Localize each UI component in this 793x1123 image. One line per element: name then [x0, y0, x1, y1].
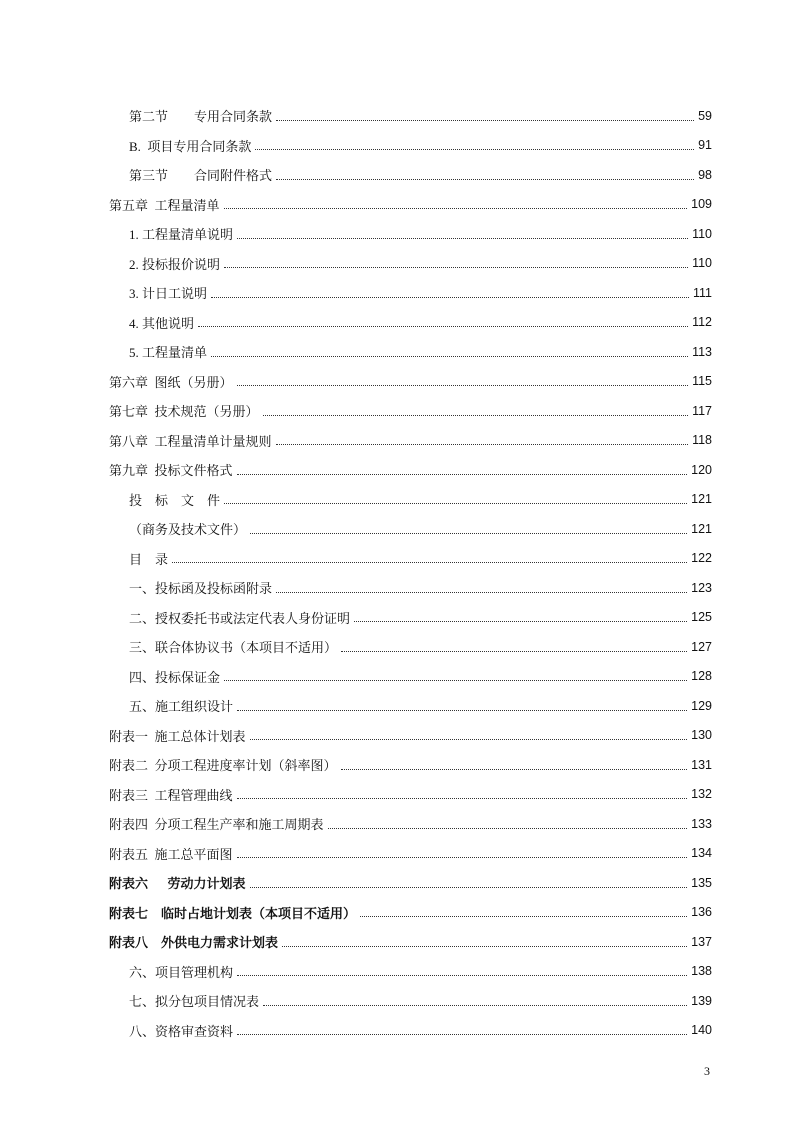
toc-entry-title: 附表四 分项工程生产率和施工周期表: [109, 817, 324, 833]
toc-entry[interactable]: [0, 131, 793, 161]
toc-entry-page: 115: [692, 374, 712, 389]
toc-entry[interactable]: [0, 868, 793, 898]
toc-entry-title: 六、项目管理机构: [129, 964, 234, 980]
toc-entry-title: 附表一 施工总体计划表: [109, 728, 246, 744]
toc-entry[interactable]: [0, 603, 793, 633]
toc-entry[interactable]: [0, 455, 793, 485]
toc-entry-page: 128: [691, 669, 712, 684]
toc-entry[interactable]: [0, 839, 793, 869]
dot-leader: [224, 502, 687, 504]
toc-entry-title: 5. 工程量清单: [129, 345, 208, 361]
toc-entry[interactable]: [0, 190, 793, 220]
dot-leader: [255, 148, 694, 150]
toc-entry[interactable]: [0, 927, 793, 957]
toc-entry-title: 第五章 工程量清单: [109, 197, 220, 213]
toc-entry[interactable]: [0, 485, 793, 515]
toc-entry-title: 第七章 技术规范（另册）: [109, 404, 259, 420]
toc-entry-title: 目 录: [129, 551, 169, 567]
dot-leader: [341, 768, 688, 770]
toc-entry-page: 112: [692, 315, 712, 330]
toc-entry-title: 附表六 劳动力计划表: [109, 876, 246, 892]
toc-entry-page: 131: [691, 757, 712, 772]
dot-leader: [224, 207, 688, 209]
toc-entry[interactable]: [0, 986, 793, 1016]
toc-entry[interactable]: [0, 1016, 793, 1046]
toc-entry[interactable]: [0, 308, 793, 338]
table-of-contents: [0, 101, 793, 1045]
dot-leader: [237, 384, 689, 386]
toc-entry[interactable]: [0, 573, 793, 603]
toc-entry-page: 109: [691, 197, 712, 212]
toc-entry-title: 附表七 临时占地计划表（本项目不适用）: [109, 905, 357, 921]
toc-entry-title: 3. 计日工说明: [129, 286, 208, 302]
toc-entry-title: 第九章 投标文件格式: [109, 463, 233, 479]
toc-entry-title: 第六章 图纸（另册）: [109, 374, 233, 390]
dot-leader: [341, 650, 687, 652]
toc-entry-page: 137: [691, 934, 712, 949]
toc-entry-page: 135: [691, 875, 712, 890]
dot-leader: [211, 296, 689, 298]
toc-entry-title: （商务及技术文件）: [129, 522, 247, 538]
toc-entry-title: 附表二 分项工程进度率计划（斜率图）: [109, 758, 337, 774]
toc-entry[interactable]: [0, 160, 793, 190]
toc-entry[interactable]: [0, 721, 793, 751]
toc-entry[interactable]: [0, 219, 793, 249]
toc-entry[interactable]: [0, 337, 793, 367]
toc-entry[interactable]: [0, 898, 793, 928]
toc-entry-page: 118: [692, 433, 712, 448]
toc-entry-title: 附表五 施工总平面图: [109, 846, 233, 862]
dot-leader: [250, 738, 688, 740]
dot-leader: [263, 414, 689, 416]
toc-entry[interactable]: [0, 632, 793, 662]
toc-entry-page: 111: [692, 285, 712, 300]
toc-entry-title: 三、联合体协议书（本项目不适用）: [129, 640, 338, 656]
toc-entry-page: 129: [691, 698, 712, 713]
toc-entry-title: B. 项目专用合同条款: [129, 138, 252, 154]
toc-entry[interactable]: [0, 691, 793, 721]
dot-leader: [276, 443, 689, 445]
toc-entry[interactable]: [0, 514, 793, 544]
toc-entry-page: 121: [691, 521, 712, 536]
toc-entry-title: 八、资格审查资料: [129, 1023, 234, 1039]
toc-entry-title: 一、投标函及投标函附录: [129, 581, 273, 597]
toc-entry-page: 139: [691, 993, 712, 1008]
toc-entry-page: 117: [692, 403, 712, 418]
toc-entry-page: 98: [698, 167, 712, 182]
toc-entry[interactable]: [0, 544, 793, 574]
toc-entry-title: 七、拟分包项目情况表: [129, 994, 260, 1010]
toc-entry-title: 附表八 外供电力需求计划表: [109, 935, 279, 951]
toc-entry-page: 110: [692, 256, 712, 271]
dot-leader: [354, 620, 687, 622]
toc-entry-page: 125: [691, 610, 712, 625]
toc-entry[interactable]: [0, 426, 793, 456]
toc-entry-title: 投 标 文 件: [129, 492, 221, 508]
toc-entry[interactable]: [0, 780, 793, 810]
dot-leader: [237, 709, 687, 711]
toc-entry-page: 130: [691, 728, 712, 743]
dot-leader: [237, 473, 688, 475]
toc-entry[interactable]: [0, 957, 793, 987]
toc-entry-page: 110: [692, 226, 712, 241]
toc-entry-page: 91: [698, 138, 712, 153]
dot-leader: [276, 591, 687, 593]
dot-leader: [237, 237, 688, 239]
dot-leader: [250, 886, 688, 888]
toc-entry[interactable]: [0, 278, 793, 308]
toc-entry-page: 133: [691, 816, 712, 831]
toc-entry-page: 136: [691, 905, 712, 920]
toc-entry-page: 123: [691, 580, 712, 595]
toc-entry-title: 附表三 工程管理曲线: [109, 787, 233, 803]
toc-entry[interactable]: [0, 367, 793, 397]
page-number: 3: [704, 1064, 710, 1078]
toc-entry-page: 134: [691, 846, 712, 861]
dot-leader: [237, 856, 688, 858]
dot-leader: [263, 1004, 687, 1006]
dot-leader: [276, 178, 694, 180]
toc-entry-title: 二、授权委托书或法定代表人身份证明: [129, 610, 351, 626]
dot-leader: [360, 915, 687, 917]
dot-leader: [172, 561, 687, 563]
toc-entry-title: 2. 投标报价说明: [129, 256, 221, 272]
toc-entry-title: 第八章 工程量清单计量规则: [109, 433, 272, 449]
toc-entry-title: 五、施工组织设计: [129, 699, 234, 715]
toc-entry-title: 第三节 合同附件格式: [129, 168, 273, 184]
toc-entry-title: 四、投标保证金: [129, 669, 221, 685]
toc-entry-page: 127: [691, 639, 712, 654]
dot-leader: [250, 532, 687, 534]
toc-entry[interactable]: [0, 750, 793, 780]
toc-entry-page: 122: [691, 551, 712, 566]
dot-leader: [224, 679, 687, 681]
toc-entry-page: 59: [698, 108, 712, 123]
toc-entry-page: 120: [691, 462, 712, 477]
toc-entry-page: 140: [691, 1023, 712, 1038]
toc-entry-page: 113: [692, 344, 712, 359]
toc-entry-title: 1. 工程量清单说明: [129, 227, 234, 243]
toc-entry-title: 4. 其他说明: [129, 315, 195, 331]
toc-entry[interactable]: [0, 396, 793, 426]
dot-leader: [276, 119, 694, 121]
dot-leader: [211, 355, 688, 357]
toc-entry-page: 138: [691, 964, 712, 979]
toc-entry[interactable]: [0, 809, 793, 839]
dot-leader: [328, 827, 688, 829]
toc-entry-page: 121: [691, 492, 712, 507]
dot-leader: [198, 325, 688, 327]
toc-entry[interactable]: [0, 249, 793, 279]
toc-entry-title: 第二节 专用合同条款: [129, 109, 273, 125]
dot-leader: [237, 797, 688, 799]
toc-entry-page: 132: [691, 787, 712, 802]
dot-leader: [224, 266, 688, 268]
dot-leader: [237, 1033, 687, 1035]
toc-entry[interactable]: [0, 101, 793, 131]
dot-leader: [282, 945, 687, 947]
dot-leader: [237, 974, 687, 976]
toc-entry[interactable]: [0, 662, 793, 692]
